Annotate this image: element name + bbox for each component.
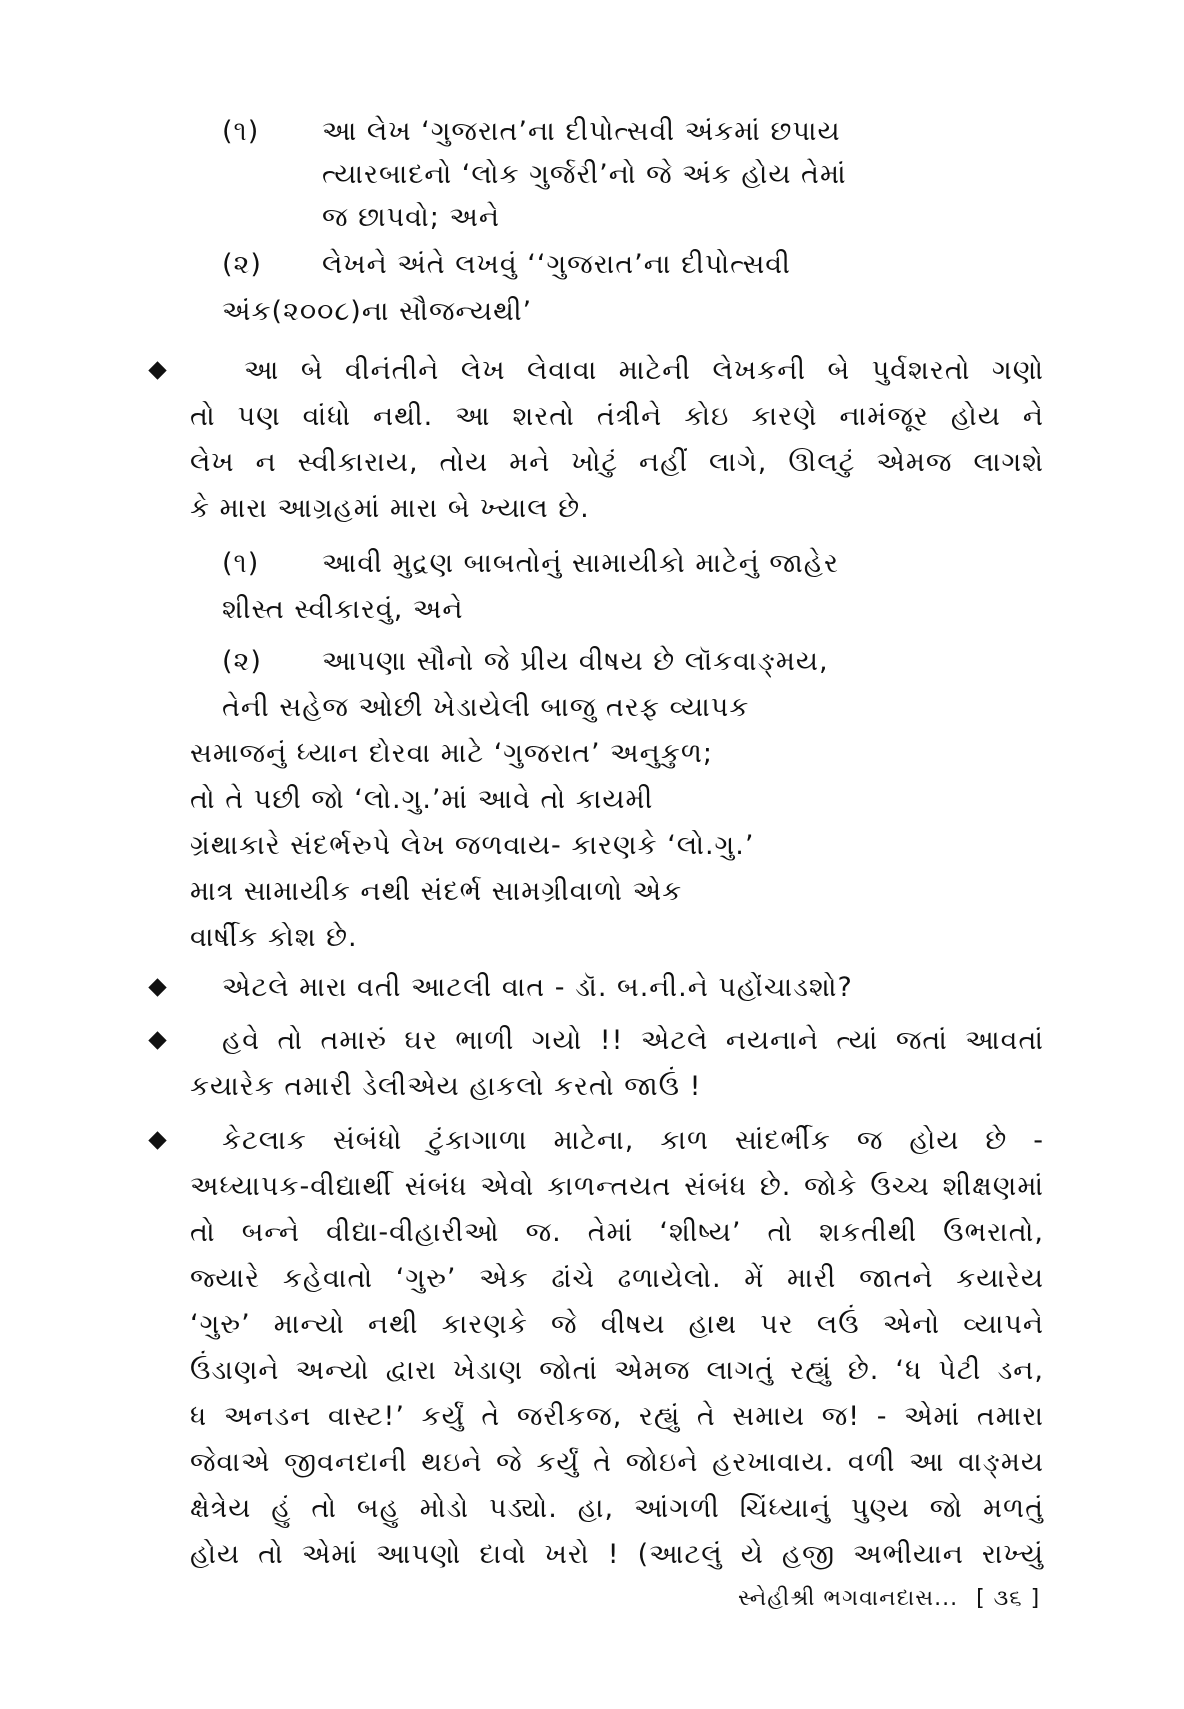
bullet-diamond-icon [148, 978, 166, 996]
bullet-diamond-icon [148, 1131, 166, 1149]
point-1-line-2: ત્યારબાદનો ‘લોક ગુર્જરી’નો જે અંક હોય તેમાં [322, 159, 847, 190]
sub-2-line-5: ગ્રંથાકારે સંદર્ભરુપે લેખ જળવાય- કારણકે ‘લો.ગુ.’ [190, 830, 755, 861]
sub-1-line-1: (૧) આવી મુદ્રણ બાબતોનું સામાયીકો માટેનું જાહેર [222, 548, 839, 579]
sub-2-line-1: (૨) આપણા સૌનો જે પ્રીય વીષય છે લૉકવાઙ્મય, [222, 646, 829, 677]
bullet-2-line-1: એટલે મારા વતી આટલી વાત - ડૉ. બ.ની.ને પહોંચાડશો? [222, 972, 853, 1003]
point-2-line-2: અંક(૨૦૦૮)ના સૌજન્યથી’ [222, 296, 533, 327]
bullet-diamond-icon [148, 361, 166, 379]
sub-1-number: (૧) [222, 548, 260, 579]
bullet-4-line-8: જેવાએ જીવનદાની થઇને જે કર્યું તે જોઇને હરખાવાય. વળી આ વાઙ્મય [190, 1447, 1044, 1478]
bullet-4-line-3: તો બન્ને વીદ્યા-વીહારીઓ જ. તેમાં ‘શીષ્ય’ તો શકતીથી ઉભરાતો, [190, 1217, 1044, 1248]
footer-title: સ્નેહીશ્રી ભગવાનદાસ... [738, 1586, 959, 1611]
point-1-line-3: જ છાપવો; અને [322, 202, 500, 233]
bullet-4-line-9: ક્ષેત્રેય હું તો બહુ મોડો પડ્યો. હા, આંગળી ચિંધ્યાનું પુણ્ય જો મળતું [190, 1493, 1044, 1524]
bullet-diamond-icon [148, 1031, 166, 1049]
point-1-line-1: (૧) આ લેખ ‘ગુજરાત’ના દીપોત્સવી અંકમાં છપાય [222, 116, 841, 147]
bullet-1-line-2: તો પણ વાંધો નથી. આ શરતો તંત્રીને કોઇ કારણે નામંજૂર હોય ને [190, 401, 1044, 432]
sub-2-line-2: તેની સહેજ ઓછી ખેડાયેલી બાજુ તરફ વ્યાપક [222, 692, 750, 723]
bullet-4-line-2: અધ્યાપક-વીદ્યાર્થી સંબંધ એવો કાળન્તયત સંબંધ છે. જોકે ઉચ્ચ શીક્ષણમાં [190, 1171, 1044, 1202]
point-2-number: (૨) [222, 249, 262, 280]
bullet-4-line-1: કેટલાક સંબંધો ટુંકાગાળા માટેના, કાળ સાંદર્ભીક જ હોય છે - [222, 1125, 1044, 1156]
sub-2-line-3: સમાજનું ધ્યાન દોરવા માટે ‘ગુજરાત’ અનુકુળ; [190, 738, 713, 769]
bullet-3-line-1: હવે તો તમારું ઘર ભાળી ગયો !! એટલે નયનાને ત્યાં જતાં આવતાં [222, 1025, 1044, 1056]
page-footer [738, 1584, 1040, 1614]
bullet-1-line-4: કે મારા આગ્રહમાં મારા બે ખ્યાલ છે. [190, 493, 590, 524]
bullet-1-line-1: આ બે વીનંતીને લેખ લેવાવા માટેની લેખકની બે પુર્વશરતો ગણો [244, 355, 1044, 386]
bullet-4-line-6: ઉંડાણને અન્યો દ્વારા ખેડાણ જોતાં એમજ લાગતું રહ્યું છે. ‘ધ પેટી ડન, [190, 1355, 1044, 1386]
bullet-3-line-2: કયારેક તમારી ડેલીએય હાકલો કરતો જાઉં ! [190, 1071, 702, 1102]
sub-2-number: (૨) [222, 646, 262, 677]
sub-2-line-7: વાર્ષીક કોશ છે. [190, 922, 358, 953]
sub-2-line-4: તો તે પછી જો ‘લો.ગુ.’માં આવે તો કાયમી [190, 784, 654, 815]
bullet-1-line-3: લેખ ન સ્વીકારાય, તોય મને ખોટું નહીં લાગે, ઊલટું એમજ લાગશે [190, 447, 1044, 478]
sub-2-line-6: માત્ર સામાયીક નથી સંદર્ભ સામગ્રીવાળો એક [190, 876, 683, 907]
point-2-line-1: (૨) લેખને અંતે લખવું ‘‘ગુજરાત’ના દીપોત્સવી [222, 249, 791, 280]
sub-1-line-2: શીસ્ત સ્વીકારવું, અને [222, 594, 464, 625]
bullet-4-line-10: હોય તો એમાં આપણો દાવો ખરો ! (આટલું યે હજી અભીયાન રાખ્યું [190, 1539, 1044, 1570]
bullet-4-line-5: ‘ગુરુ’ માન્યો નથી કારણકે જે વીષય હાથ પર લઉં એનો વ્યાપને [190, 1309, 1044, 1340]
bullet-4-line-4: જ્યારે કહેવાતો ‘ગુરુ’ એક ઢાંચે ઢળાયેલો. મેં મારી જાતને કયારેય [190, 1263, 1044, 1294]
bullet-4-line-7: ધ અનડન વાસ્ટ!’ કર્યું તે જરીકજ, રહ્યું તે સમાય જ! - એમાં તમારા [190, 1401, 1044, 1432]
page-number: [ ૩૬ ] [976, 1586, 1041, 1611]
point-1-number: (૧) [222, 116, 260, 147]
